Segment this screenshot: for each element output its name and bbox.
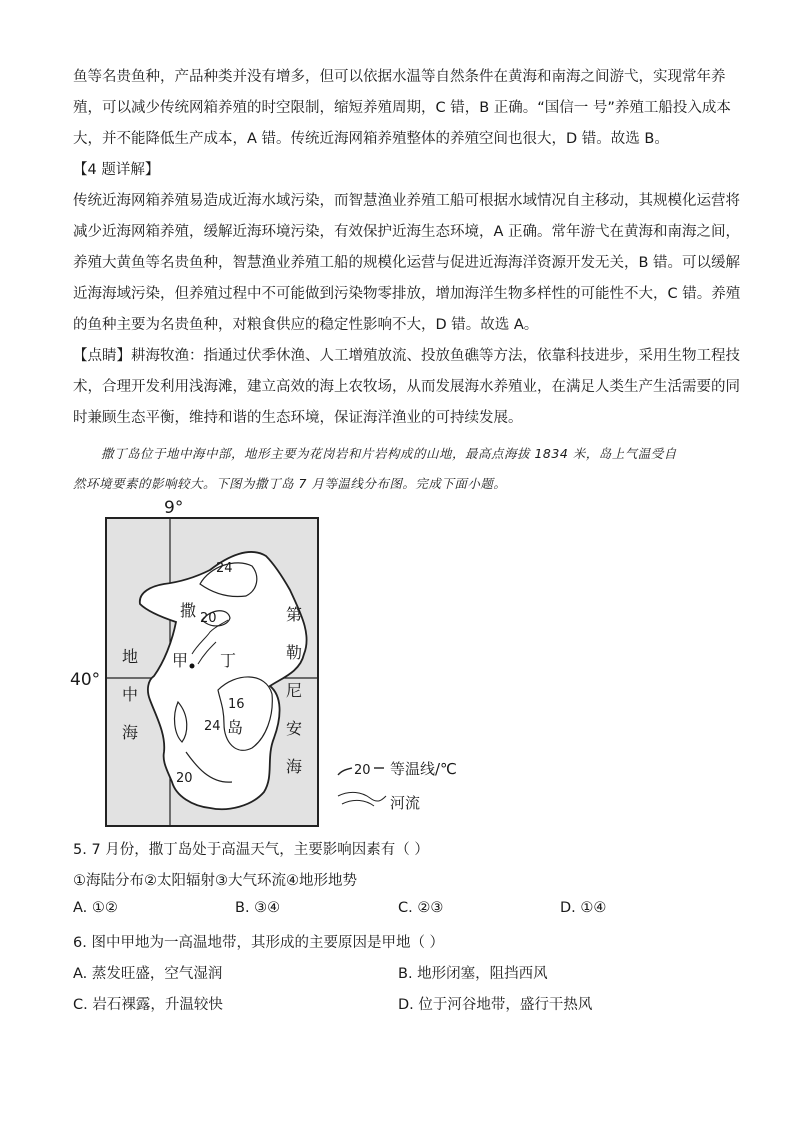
legend-river-symbol [338,792,386,801]
explanation-line: 减少近海网箱养殖，缓解近海环境污染，有效保护近海生态环境，A 正确。常年游弋在黄海和南海之间， [73,224,741,240]
question-6-stem: 6. 图中甲地为一高温地带，其形成的主要原因是甲地（ ） [73,935,445,951]
question-5-factors: ①海陆分布②太阳辐射③大气环流④地形地势 [73,873,357,889]
question-5-option-d[interactable]: D. ①④ [560,900,607,916]
longitude-label: 9° [164,498,184,518]
question-6-option-b[interactable]: B. 地形闭塞，阻挡西风 [398,966,548,982]
sea-label-west: 海 [122,723,139,742]
legend-isotherm-symbol [338,768,352,775]
isotherm-value: 20 [200,611,217,626]
jia-point [190,664,195,669]
tip-line: 【点睛】耕海牧渔：指通过伏季休渔、人工增殖放流、投放鱼礁等方法，依靠科技进步，采用生物工程技 [73,348,740,364]
isotherm-value: 16 [228,697,245,712]
question-6-option-d[interactable]: D. 位于河谷地带，盛行干热风 [398,997,593,1013]
explanation-line: 近海海域污染，但养殖过程中不可能做到污染物零排放，增加海洋生物多样性的可能性不大，C 错。养殖 [73,286,741,302]
isotherm-value: 24 [216,561,233,576]
tip-line: 时兼顾生态平衡，维持和谐的生态环境，保证海洋渔业的可持续发展。 [73,410,523,426]
place-label-ding: 丁 [220,651,237,670]
explanation-line: 养殖大黄鱼等名贵鱼种，智慧渔业养殖工船的规模化运营与促进近海海洋资源开发无关，B 错。可以缓解 [73,255,741,271]
explanation-line: 的鱼种主要为名贵鱼种，对粮食供应的稳定性影响不大，D 错。故选 A。 [73,317,539,333]
isotherm-value: 24 [204,719,221,734]
sea-label-west: 地 [122,647,139,666]
section-heading: 【4 题详解】 [73,162,160,178]
island-label: 岛 [227,718,244,737]
question-6-option-c[interactable]: C. 岩石裸露，升温较快 [73,997,223,1013]
isotherm-map [60,494,480,830]
question-6-option-a[interactable]: A. 蒸发旺盛，空气湿润 [73,966,223,982]
legend-isotherm-value: 20 [354,763,371,778]
question-5-option-c[interactable]: C. ②③ [398,900,444,916]
place-label-jia: 甲 [172,651,189,670]
question-5-option-a[interactable]: A. ①② [73,900,118,916]
latitude-label: 40° [70,670,101,690]
sea-label-east: 海 [286,757,303,776]
legend-isotherm-label: 等温线/℃ [390,760,457,778]
intro-line: 然环境要素的影响较大。下图为撒丁岛 7 月等温线分布图。完成下面小题。 [73,476,507,491]
legend-river-label: 河流 [390,794,421,812]
sea-label-east: 勒 [286,643,303,662]
explanation-line: 大，并不能降低生产成本，A 错。传统近海网箱养殖整体的养殖空间也很大，D 错。故选 B。 [73,131,669,147]
explanation-line: 殖，可以减少传统网箱养殖的时空限制，缩短养殖周期，C 错，B 正确。“国信一 号”养殖工船投入成本 [73,100,731,116]
tip-line: 术，合理开发利用浅海滩，建立高效的海上农牧场，从而发展海水养殖业，在满足人类生产生活需要的同 [73,379,740,395]
island-label: 撒 [180,601,197,620]
legend-river-symbol [342,800,374,806]
explanation-line: 传统近海网箱养殖易造成近海水域污染，而智慧渔业养殖工船可根据水域情况自主移动，其规模化运营将 [73,193,740,209]
sea-label-east: 安 [286,719,303,738]
explanation-line: 鱼等名贵鱼种，产品种类并没有增多，但可以依据水温等自然条件在黄海和南海之间游弋，实现常年养 [73,69,726,85]
question-5-option-b[interactable]: B. ③④ [235,900,281,916]
sea-label-east: 尼 [286,681,303,700]
sea-label-west: 中 [122,685,139,704]
isotherm-value: 20 [176,771,193,786]
sea-label-east: 第 [286,605,303,624]
question-5-stem: 5. 7 月份，撒丁岛处于高温天气，主要影响因素有（ ） [73,842,429,858]
intro-line: 撒丁岛位于地中海中部，地形主要为花岗岩和片岩构成的山地，最高点海拔 1834 米，岛上气温受自 [101,446,677,461]
